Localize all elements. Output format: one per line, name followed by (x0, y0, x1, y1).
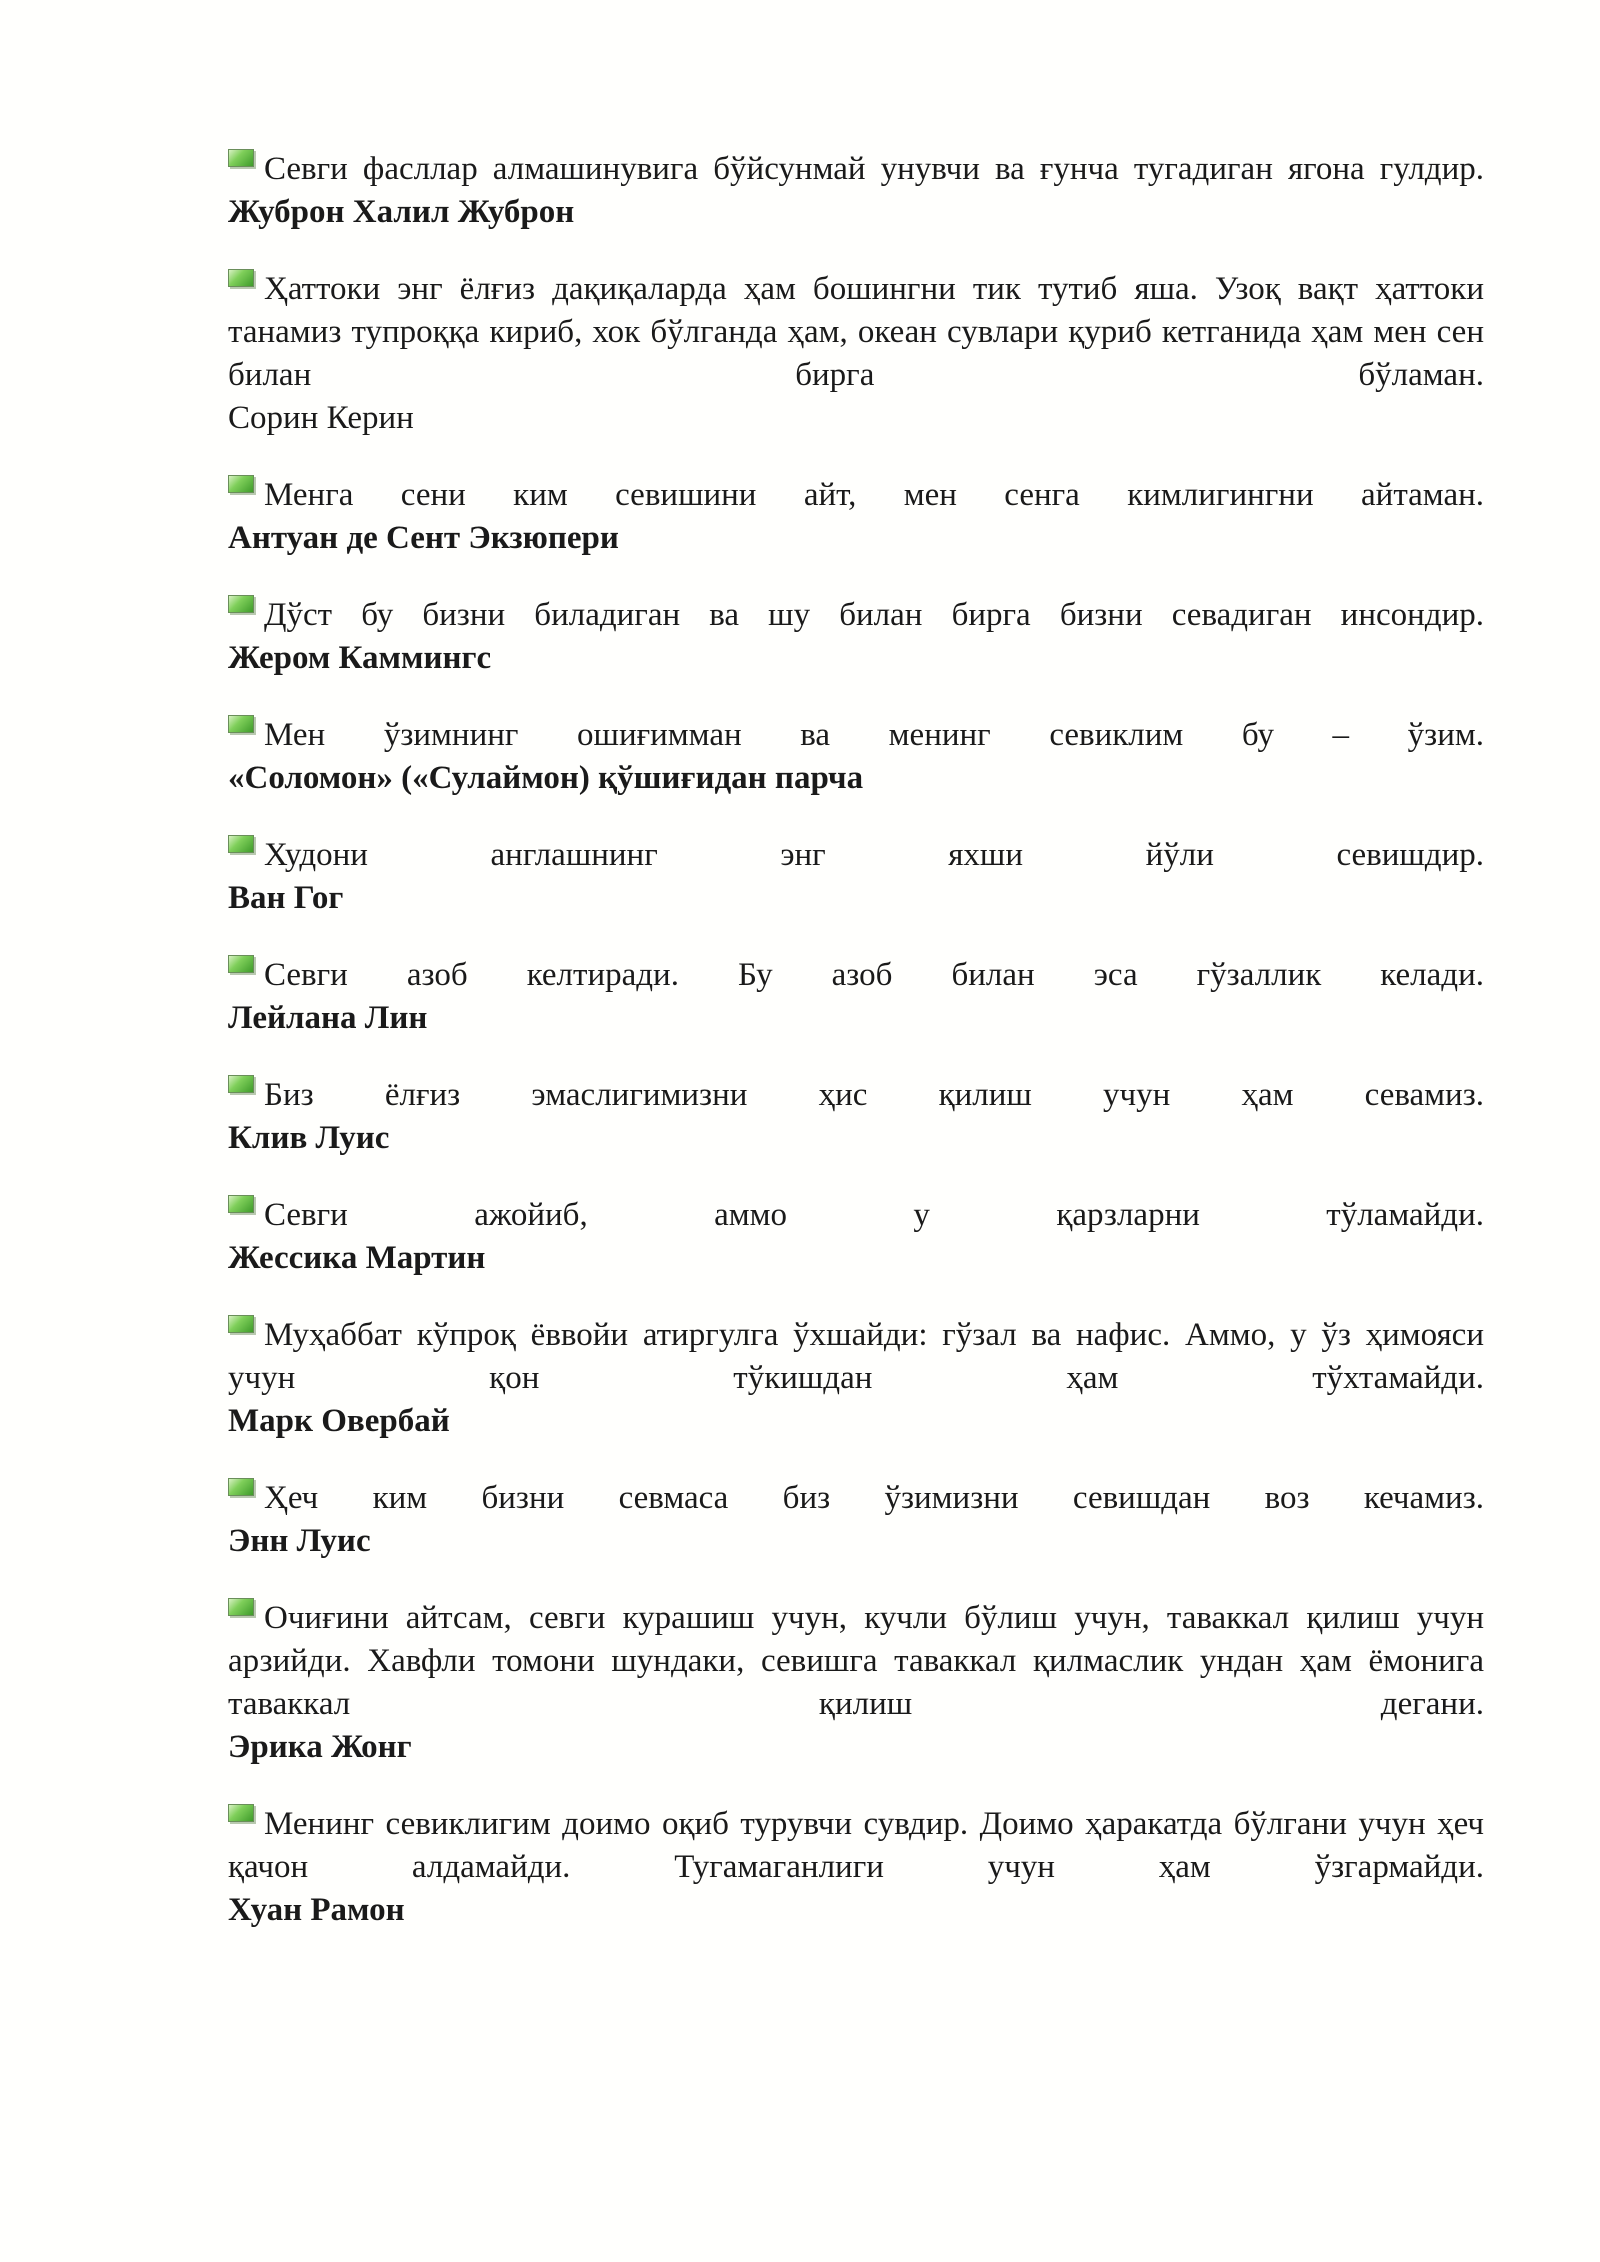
green-square-bullet-icon (228, 595, 254, 613)
quote-author: Хуан Рамон (228, 1892, 405, 1928)
green-square-bullet-icon (228, 1478, 254, 1496)
quote-text: Муҳаббат кўпроқ ёввойи атиргулга ўхшайди: гўзал ва нафис. Аммо, у ўз ҳимояси учун қон тўкишдан ҳам тўхтамайди. (228, 1317, 1484, 1396)
quote-block (228, 474, 1484, 560)
quote-text: Ҳеч ким бизни севмаса биз ўзимизни севишдан воз кечамиз. (264, 1480, 1484, 1516)
quote-text: Севги фасллар алмашинувига бўйсунмай унувчи ва ғунча тугадиган ягона гулдир. (264, 151, 1484, 187)
quote-block (228, 594, 1484, 680)
quote-list (228, 148, 1484, 1932)
green-square-bullet-icon (228, 955, 254, 973)
quote-text: Очиғини айтсам, севги курашиш учун, кучли бўлиш учун, таваккал қилиш учун арзийди. Хавфли томони шундаки, севишга таваккал қилмаслик ундан ҳам ёмонига таваккал қилиш дегани. (228, 1600, 1484, 1722)
quote-text: Мен ўзимнинг ошиғимман ва менинг севиклим бу – ўзим. (264, 717, 1484, 753)
quote-author: Эрика Жонг (228, 1729, 412, 1765)
quote-block (228, 1074, 1484, 1160)
quote-author: Клив Луис (228, 1120, 390, 1156)
quote-block (228, 834, 1484, 920)
quote-text: Биз ёлғиз эмаслигимизни ҳис қилиш учун ҳам севамиз. (264, 1077, 1484, 1113)
green-square-bullet-icon (228, 1598, 254, 1616)
quote-author: Сорин Керин (228, 400, 414, 436)
quote-block (228, 1803, 1484, 1932)
quote-block (228, 1314, 1484, 1443)
quote-text: Худони англашнинг энг яхши йўли севишдир. (264, 837, 1484, 873)
quote-block (228, 148, 1484, 234)
green-square-bullet-icon (228, 1195, 254, 1213)
quote-block (228, 954, 1484, 1040)
document-page (228, 148, 1484, 1966)
green-square-bullet-icon (228, 715, 254, 733)
green-square-bullet-icon (228, 1075, 254, 1093)
quote-text: Севги ажойиб, аммо у қарзларни тўламайди. (264, 1197, 1484, 1233)
quote-author: Лейлана Лин (228, 1000, 428, 1036)
quote-text: Ҳаттоки энг ёлғиз дақиқаларда ҳам бошингни тик тутиб яша. Узоқ вақт ҳаттоки танамиз тупроққа кириб, хок бўлганда ҳам, океан сувлари қуриб кетганида ҳам мен сен билан бирга бўламан. (228, 271, 1484, 393)
quote-author: Энн Луис (228, 1523, 371, 1559)
quote-author: Жером Каммингс (228, 640, 492, 676)
green-square-bullet-icon (228, 835, 254, 853)
quote-text: Менинг севиклигим доимо оқиб турувчи сувдир. Доимо ҳаракатда бўлгани учун ҳеч қачон алдамайди. Тугамаганлиги учун ҳам ўзгармайди. (228, 1806, 1484, 1885)
quote-author: Жуброн Халил Жуброн (228, 194, 575, 230)
green-square-bullet-icon (228, 1804, 254, 1822)
quote-block (228, 268, 1484, 440)
quote-block (228, 1597, 1484, 1769)
green-square-bullet-icon (228, 475, 254, 493)
quote-author: Марк Овербай (228, 1403, 450, 1439)
quote-text: Севги азоб келтиради. Бу азоб билан эса гўзаллик келади. (264, 957, 1484, 993)
quote-author: Жессика Мартин (228, 1240, 486, 1276)
quote-block (228, 714, 1484, 800)
quote-text: Менга сени ким севишини айт, мен сенга кимлигингни айтаман. (264, 477, 1484, 513)
quote-author: «Соломон» («Сулаймон) қўшиғидан парча (228, 760, 864, 796)
green-square-bullet-icon (228, 269, 254, 287)
quote-text: Дўст бу бизни биладиган ва шу билан бирга бизни севадиган инсондир. (264, 597, 1484, 633)
green-square-bullet-icon (228, 1315, 254, 1333)
quote-author: Ван Гог (228, 880, 344, 916)
quote-author: Антуан де Сент Экзюпери (228, 520, 619, 556)
green-square-bullet-icon (228, 149, 254, 167)
quote-block (228, 1194, 1484, 1280)
quote-block (228, 1477, 1484, 1563)
